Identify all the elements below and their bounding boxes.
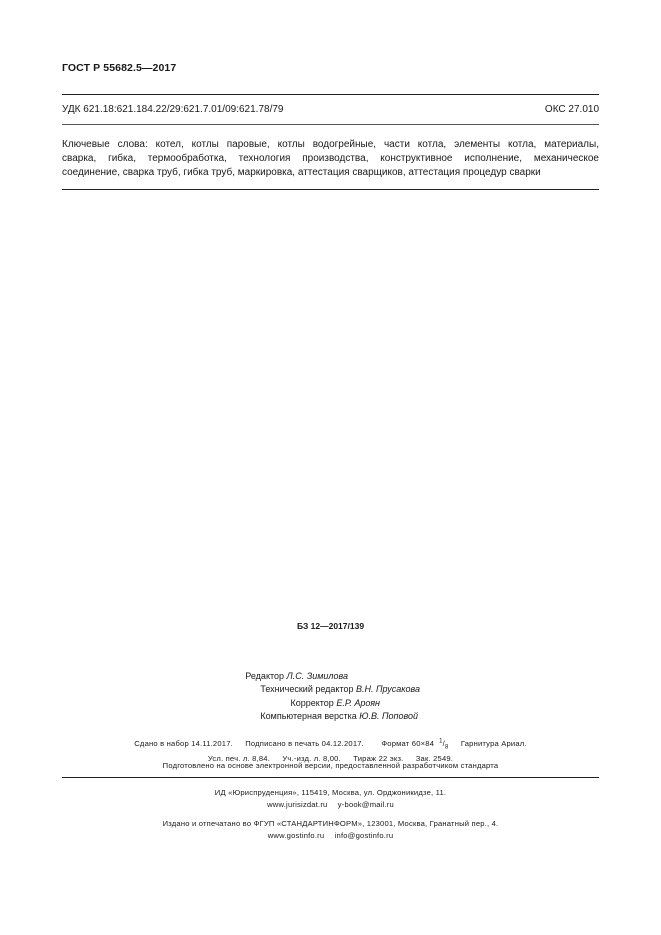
imprint-line-1 [0, 735, 661, 753]
credit-role: Компьютерная верстка Ю.В. Поповой [260, 710, 418, 721]
credit-editor [0, 670, 661, 683]
imprint-print-sheets: Усл. печ. л. 8,84. [207, 754, 271, 764]
credit-tech-editor [0, 683, 661, 696]
udk-code: УДК 621.18:621.184.22/29:621.7.01/09:621.78/79 [62, 104, 284, 115]
imprint-run: Тираж 22 экз. [353, 754, 404, 764]
printer-site-link[interactable]: www.gostinfo.ru [267, 831, 325, 840]
imprint-order: Зак. 2549. [415, 754, 454, 764]
keywords-line-3: соединение, сварка труб, гибка труб, маркировка, аттестация сварщиков, аттестация процедур сварки [62, 167, 541, 178]
publisher-block [0, 787, 661, 811]
basis-note: Подготовлено на основе электронной версии, предоставленной разработчиком стандарта [162, 761, 499, 770]
printer-contacts [0, 830, 661, 842]
credit-layout [0, 710, 661, 723]
publisher-contacts [0, 799, 661, 811]
publisher-address: ИД «Юриспруденция», 115419, Москва, ул. Орджоникидзе, 11. [214, 788, 447, 797]
printer-email-link[interactable]: info@gostinfo.ru [334, 831, 394, 840]
keywords-block [62, 138, 599, 180]
bz-number: БЗ 12—2017/139 [296, 621, 365, 631]
publisher-divider [62, 777, 599, 778]
publisher-site-link[interactable]: www.jurisizdat.ru [267, 800, 328, 809]
printer-block [0, 818, 661, 842]
credit-role: Технический редактор В.Н. Прусакова [260, 684, 420, 695]
imprint-format: Формат 60×84 $^1/_8$ [381, 738, 449, 751]
imprint-signed: Подписано в печать 04.12.2017. [245, 738, 364, 748]
printer-address: Издано и отпечатано во ФГУП «СТАНДАРТИНФОРМ», 123001, Москва, Гранатный пер., 4. [162, 819, 499, 828]
imprint-submitted: Сдано в набор 14.11.2017. [134, 738, 233, 748]
imprint-pub-sheets: Уч.-изд. л. 8,00. [282, 754, 341, 764]
top-divider [62, 94, 599, 95]
publisher-email-link[interactable]: y-book@mail.ru [337, 800, 394, 809]
keywords-line-2: сварка, гибка, термообработка, технология производства, конструктивное исполнение, механическое [62, 153, 599, 164]
imprint-typeface: Гарнитура Ариал. [460, 738, 527, 748]
keywords-line-1: Ключевые слова: котел, котлы паровые, котлы водогрейные, части котла, элементы котла, материалы, [62, 139, 599, 150]
classification-divider [62, 124, 599, 125]
keywords-divider [62, 189, 599, 190]
credit-corrector [0, 697, 661, 710]
standard-number: ГОСТ Р 55682.5—2017 [62, 62, 177, 74]
credit-role: Редактор Л.С. Зимилова [245, 671, 348, 681]
credits-block [0, 670, 661, 723]
credit-role: Корректор Е.Р. Ароян [290, 697, 380, 708]
oks-code: ОКС 27.010 [544, 104, 599, 115]
